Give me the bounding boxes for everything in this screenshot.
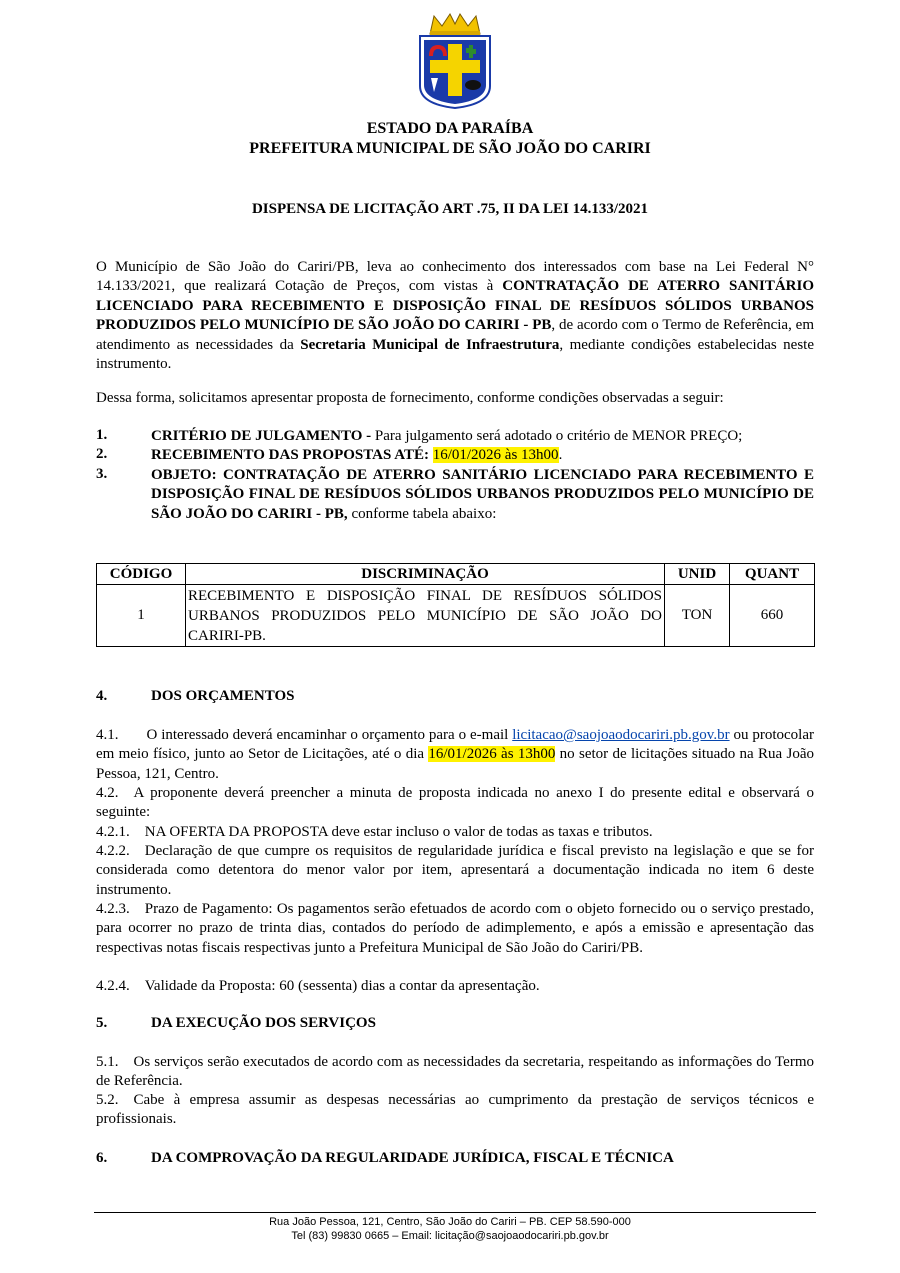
item-3-label: OBJETO: CONTRATAÇÃO DE ATERRO SANITÁRIO LICENCIADO PARA RECEBIMENTO E DISPOSIÇÃO FINAL DE RESÍDUOS SÓLIDOS URBANOS PRODUZIDOS PELO MUNICÍPIO DE SÃO JOÃO DO CARIRI - PB,: [151, 467, 814, 522]
items-table: [96, 563, 815, 647]
municipal-crest-logo: [416, 12, 494, 110]
item-2: [151, 446, 814, 465]
document-title: DISPENSA DE LICITAÇÃO ART .75, II DA LEI 14.133/2021: [251, 201, 649, 217]
item-2-number: 2.: [96, 446, 108, 462]
intro-paragraph-2: Dessa forma, solicitamos apresentar proposta de fornecimento, conforme condições observadas a seguir:: [96, 390, 724, 406]
item-3: [151, 466, 814, 524]
paragraph-4-2-4: 4.2.4. Validade da Proposta: 60 (sessenta) dias a contar da apresentação.: [96, 978, 540, 994]
paragraph-4-2-1: 4.2.1. NA OFERTA DA PROPOSTA deve estar incluso o valor de todas as taxas e tributos.: [96, 824, 653, 840]
intro-text-a: O Município de São João do Cariri/PB, leva ao conhecimento dos interessados com base na Lei Federal N° 14.133/2021, que realizará Cotação de Preços, com vistas à: [96, 259, 814, 295]
table-cell-unid: TON: [665, 585, 730, 647]
paragraph-5-2: 5.2. Cabe à empresa assumir as despesas necessárias ao cumprimento da prestação de serviços técnicos e profissionais.: [96, 1092, 814, 1128]
table-cell-quant: 660: [730, 585, 815, 647]
table-header-discriminacao: DISCRIMINAÇÃO: [186, 564, 665, 585]
paragraph-4-1-number: 4.1.: [96, 727, 119, 743]
footer-divider: [94, 1212, 816, 1213]
section-5-title: DA EXECUÇÃO DOS SERVIÇOS: [151, 1015, 376, 1031]
intro-object-bold: CONTRATAÇÃO DE ATERRO SANITÁRIO LICENCIADO PARA RECEBIMENTO E DISPOSIÇÃO FINAL DE RESÍDUOS SÓLIDOS URBANOS PRODUZIDOS PELO MUNICÍPIO DE SÃO JOÃO DO CARIRI - PB: [96, 278, 814, 334]
footer-address: Rua João Pessoa, 121, Centro, São João do Cariri – PB. CEP 58.590-000: [269, 1216, 631, 1228]
table-cell-discriminacao: RECEBIMENTO E DISPOSIÇÃO FINAL DE RESÍDUOS SÓLIDOS URBANOS PRODUZIDOS PELO MUNICÍPIO DE SÃO JOÃO DO CARIRI-PB.: [186, 585, 665, 647]
item-1-text: Para julgamento será adotado o critério de MENOR PREÇO;: [374, 428, 743, 444]
item-1: [151, 427, 814, 446]
table-header-row: [97, 564, 815, 585]
paragraph-4-2-2: 4.2.2. Declaração de que cumpre os requisitos de regularidade jurídica e fiscal previsto na legislação e que se for considerada como detentora do menor valor por item, apresentará a documentação indicada no item 6 deste instrumento.: [96, 843, 814, 898]
paragraph-4-1-text-b: ou protocolar em meio físico, junto ao Setor de Licitações, até o dia: [96, 727, 815, 763]
section-6-number: 6.: [96, 1150, 108, 1166]
paragraph-4-2-3: 4.2.3. Prazo de Pagamento: Os pagamentos serão efetuados de acordo com o objeto fornecido ou o serviço prestado, para ocorrer no prazo de trinta dias, contados do período de adimplemento, e após a emissão e apresentação das respectivas notas fiscais respectivas junto a Prefeitura Municipal de São João do Cariri/PB.: [96, 901, 814, 956]
item-3-number: 3.: [96, 466, 108, 482]
table-cell-codigo: 1: [97, 585, 186, 647]
section-4-number: 4.: [96, 688, 108, 704]
state-heading: ESTADO DA PARAÍBA: [366, 120, 534, 137]
item-3-text: conforme tabela abaixo:: [347, 505, 497, 522]
paragraph-4-2: 4.2. A proponente deverá preencher a minuta de proposta indicada no anexo I do presente edital e observará o seguinte:: [96, 785, 814, 821]
section-4-title: DOS ORÇAMENTOS: [151, 688, 295, 704]
paragraph-4-1-text-a: O interessado deverá encaminhar o orçamento para o e-mail: [146, 727, 513, 743]
section-5-number: 5.: [96, 1015, 108, 1031]
item-2-label: RECEBIMENTO DAS PROPOSTAS ATÉ:: [151, 447, 433, 463]
item-2-date-highlight: 16/01/2026 às 13h00: [432, 447, 559, 463]
item-1-label: CRITÉRIO DE JULGAMENTO -: [151, 428, 375, 444]
table-header-unid: UNID: [665, 564, 730, 585]
paragraph-4-1-text-c: no setor de licitações situado na Rua João Pessoa, 121, Centro.: [96, 746, 814, 782]
table-header-quant: QUANT: [730, 564, 815, 585]
email-link[interactable]: licitacao@saojoaodocariri.pb.gov.br: [512, 727, 730, 743]
item-2-text: .: [558, 447, 563, 463]
intro-secretaria-bold: Secretaria Municipal de Infraestrutura: [300, 336, 560, 353]
table-row: [97, 585, 815, 647]
paragraph-5-1: 5.1. Os serviços serão executados de acordo com as necessidades da secretaria, respeitando as informações do Termo de Referência.: [96, 1054, 814, 1090]
paragraph-4-1: [96, 726, 814, 784]
footer-contact: Tel (83) 99830 0665 – Email: licitação@saojoaodocariri.pb.gov.br: [291, 1230, 609, 1242]
table-header-codigo: CÓDIGO: [97, 564, 186, 585]
section-6-title: DA COMPROVAÇÃO DA REGULARIDADE JURÍDICA, FISCAL E TÉCNICA: [151, 1150, 674, 1166]
intro-text-b: , de acordo com o Termo de Referência, em atendimento as necessidades da: [96, 317, 814, 353]
intro-text-c: , mediante condições estabelecidas neste instrumento.: [96, 336, 814, 373]
paragraph-4-1-date-highlight: 16/01/2026 às 13h00: [428, 746, 556, 763]
municipality-heading: PREFEITURA MUNICIPAL DE SÃO JOÃO DO CARIRI: [249, 140, 651, 157]
intro-paragraph: [96, 258, 814, 374]
item-1-number: 1.: [96, 427, 108, 443]
